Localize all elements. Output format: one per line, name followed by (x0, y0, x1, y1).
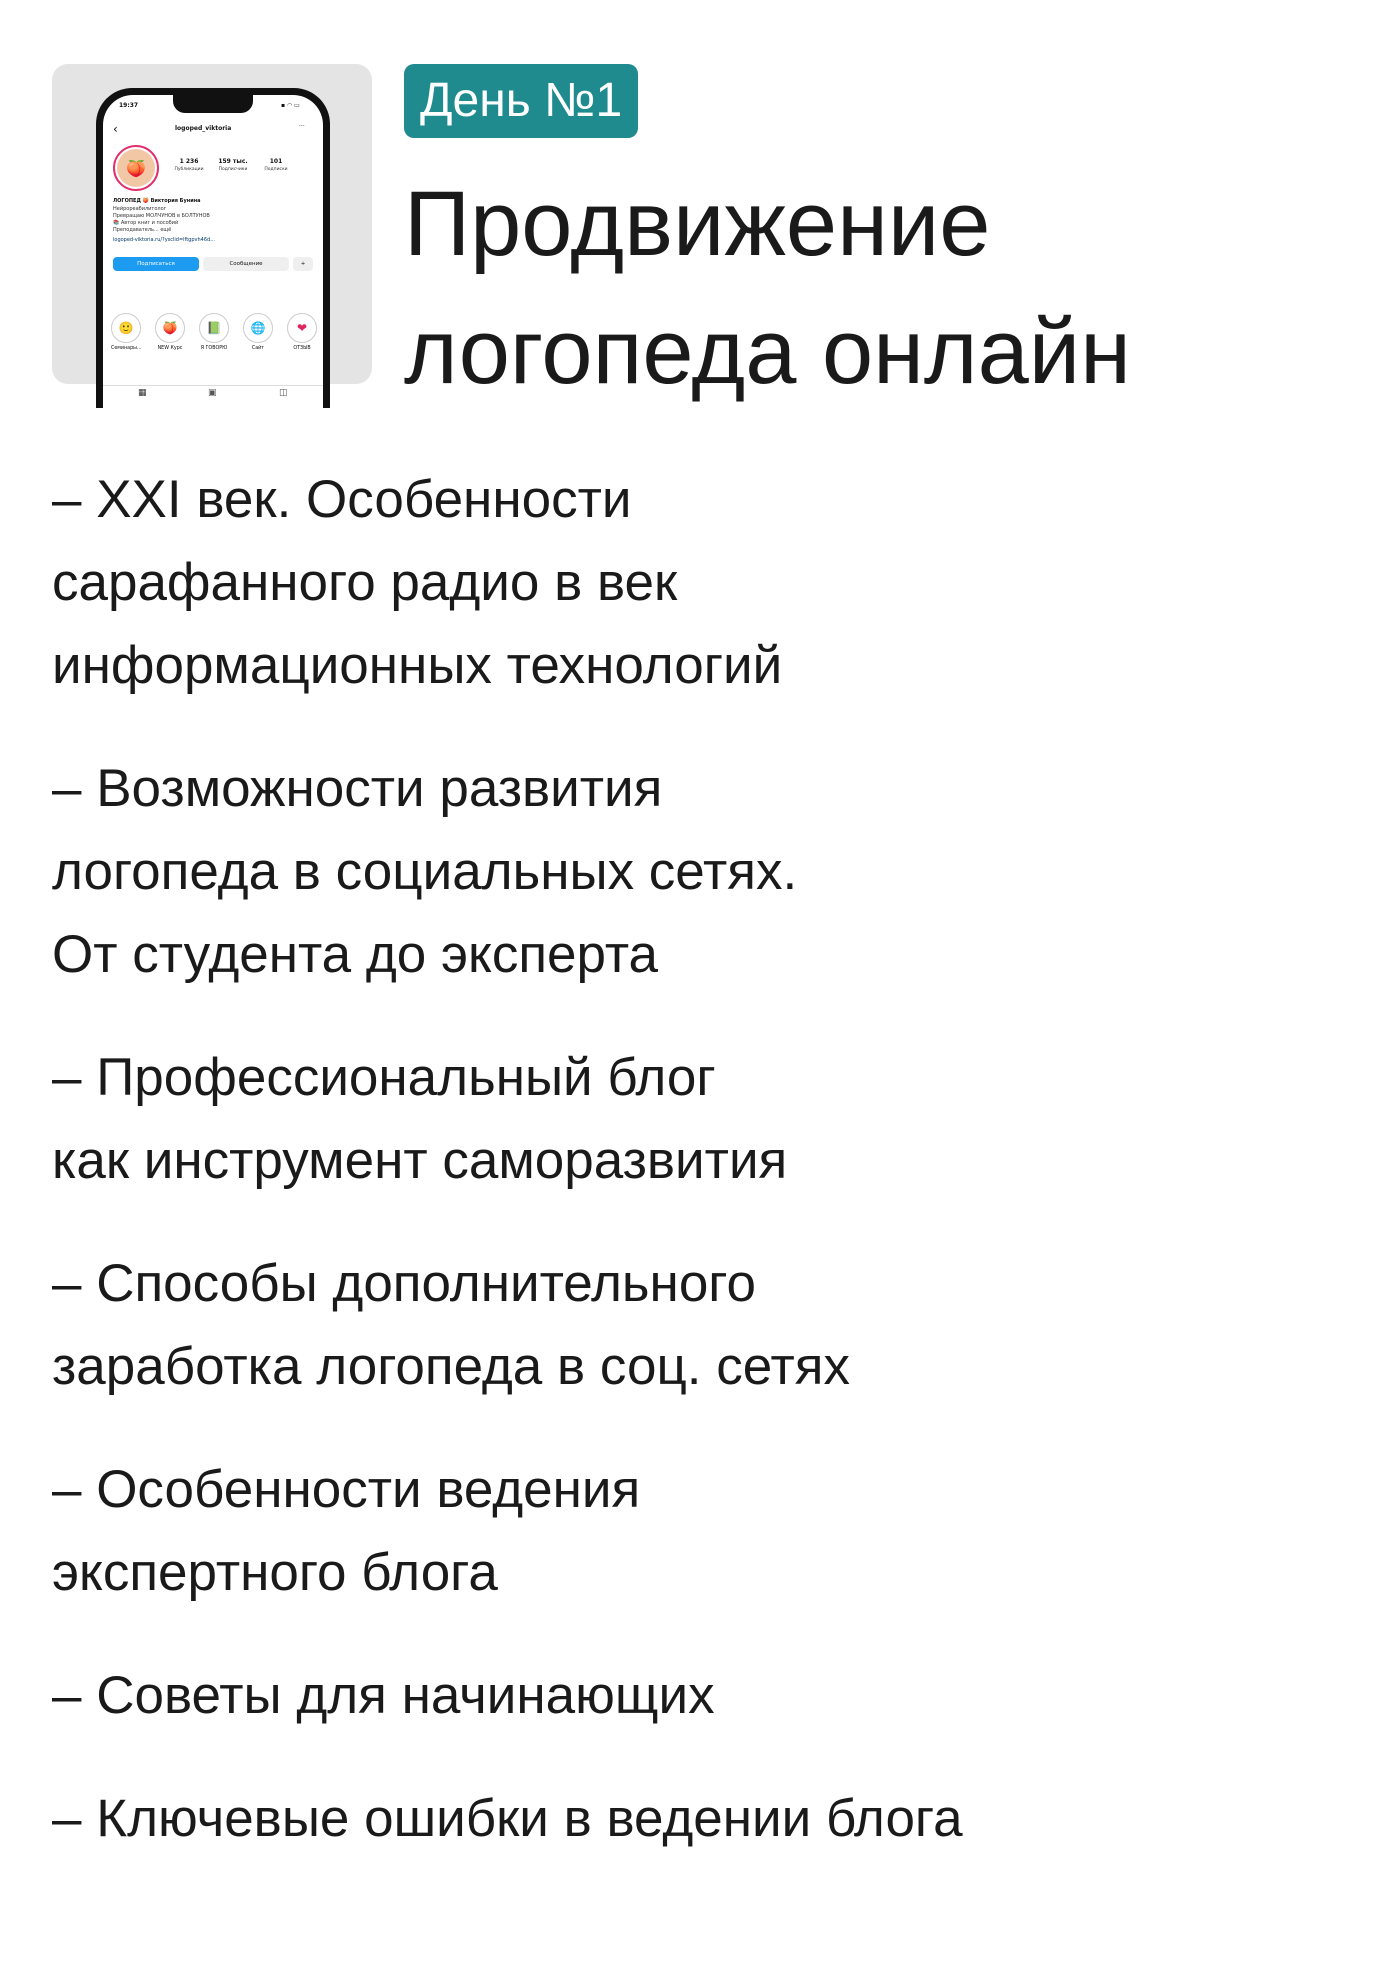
reels-tab-icon[interactable]: ▣ (208, 388, 217, 398)
highlight-item[interactable]: 📗 Я ГОВОРЮ (199, 313, 229, 351)
stat-followers: 159 тыс. Подписчики (218, 158, 248, 172)
bio-link[interactable]: logoped-viktoria.ru/?ysclid=lftgpvh46d... (113, 237, 215, 243)
page-title: Продвижение логопеда онлайн (404, 173, 1131, 403)
highlight-icon: 🌐 (243, 313, 273, 343)
highlight-icon: 🍑 (155, 313, 185, 343)
highlight-icon: 🙂 (111, 313, 141, 343)
topic-item: – Способы дополнительного заработка логопеда в соц. сетях (52, 1254, 850, 1396)
stat-posts: 1 236 Публикации (174, 158, 204, 172)
bio-line: Преподаватель... ещё (113, 227, 172, 233)
status-icons: ▪ ◠ ▭ (281, 102, 300, 109)
avatar-photo: 🍑 (117, 149, 155, 187)
topic-item: – Особенности ведения экспертного блога (52, 1460, 641, 1602)
phone-mockup (96, 88, 330, 408)
bio-line: Нейрореабилитолог (113, 206, 167, 212)
highlight-item[interactable]: 🍑 NEW Курс (155, 313, 185, 351)
bio-line: Превращаю МОЛЧУНОВ в БОЛТУНОВ (113, 213, 210, 219)
bio-name: ЛОГОПЕД 🍑 Виктория Бунина (113, 198, 201, 204)
grid-tab-icon[interactable]: ▦ (138, 388, 147, 398)
phone-notch (173, 95, 253, 113)
profile-screenshot-thumbnail (52, 64, 372, 398)
tab-divider (103, 385, 323, 386)
more-options-icon: ··· (299, 123, 305, 130)
highlight-icon: ❤ (287, 313, 317, 343)
highlight-item[interactable]: 🙂 Семинары... (111, 313, 141, 351)
highlight-item[interactable]: 🌐 Сайт (243, 313, 273, 351)
avatar (113, 145, 159, 191)
follow-button[interactable]: Подписаться (113, 257, 199, 271)
day-badge: День №1 (404, 64, 638, 138)
topic-list (52, 458, 1352, 1900)
back-arrow-icon: ‹ (113, 122, 118, 136)
highlight-icon: 📗 (199, 313, 229, 343)
topic-item: – XXI век. Особенности сарафанного радио в век информационных технологий (52, 470, 783, 695)
add-user-icon[interactable]: + (293, 257, 313, 271)
profile-username: logoped_viktoria (175, 125, 232, 132)
message-button[interactable]: Сообщение (203, 257, 289, 271)
phone-screen (103, 95, 323, 408)
bio-line: 📚 Автор книг и пособий (113, 220, 179, 226)
topic-item: – Ключевые ошибки в ведении блога (52, 1789, 963, 1848)
topic-item: – Советы для начинающих (52, 1666, 715, 1725)
highlight-item[interactable]: ❤ ОТЗЫВ (287, 313, 317, 351)
topic-item: – Профессиональный блог как инструмент саморазвития (52, 1048, 788, 1190)
tagged-tab-icon[interactable]: ◫ (279, 388, 288, 398)
status-time: 19:37 (119, 102, 139, 109)
stat-following: 101 Подписки (264, 158, 288, 172)
topic-item: – Возможности развития логопеда в социальных сетях. От студента до эксперта (52, 759, 798, 984)
